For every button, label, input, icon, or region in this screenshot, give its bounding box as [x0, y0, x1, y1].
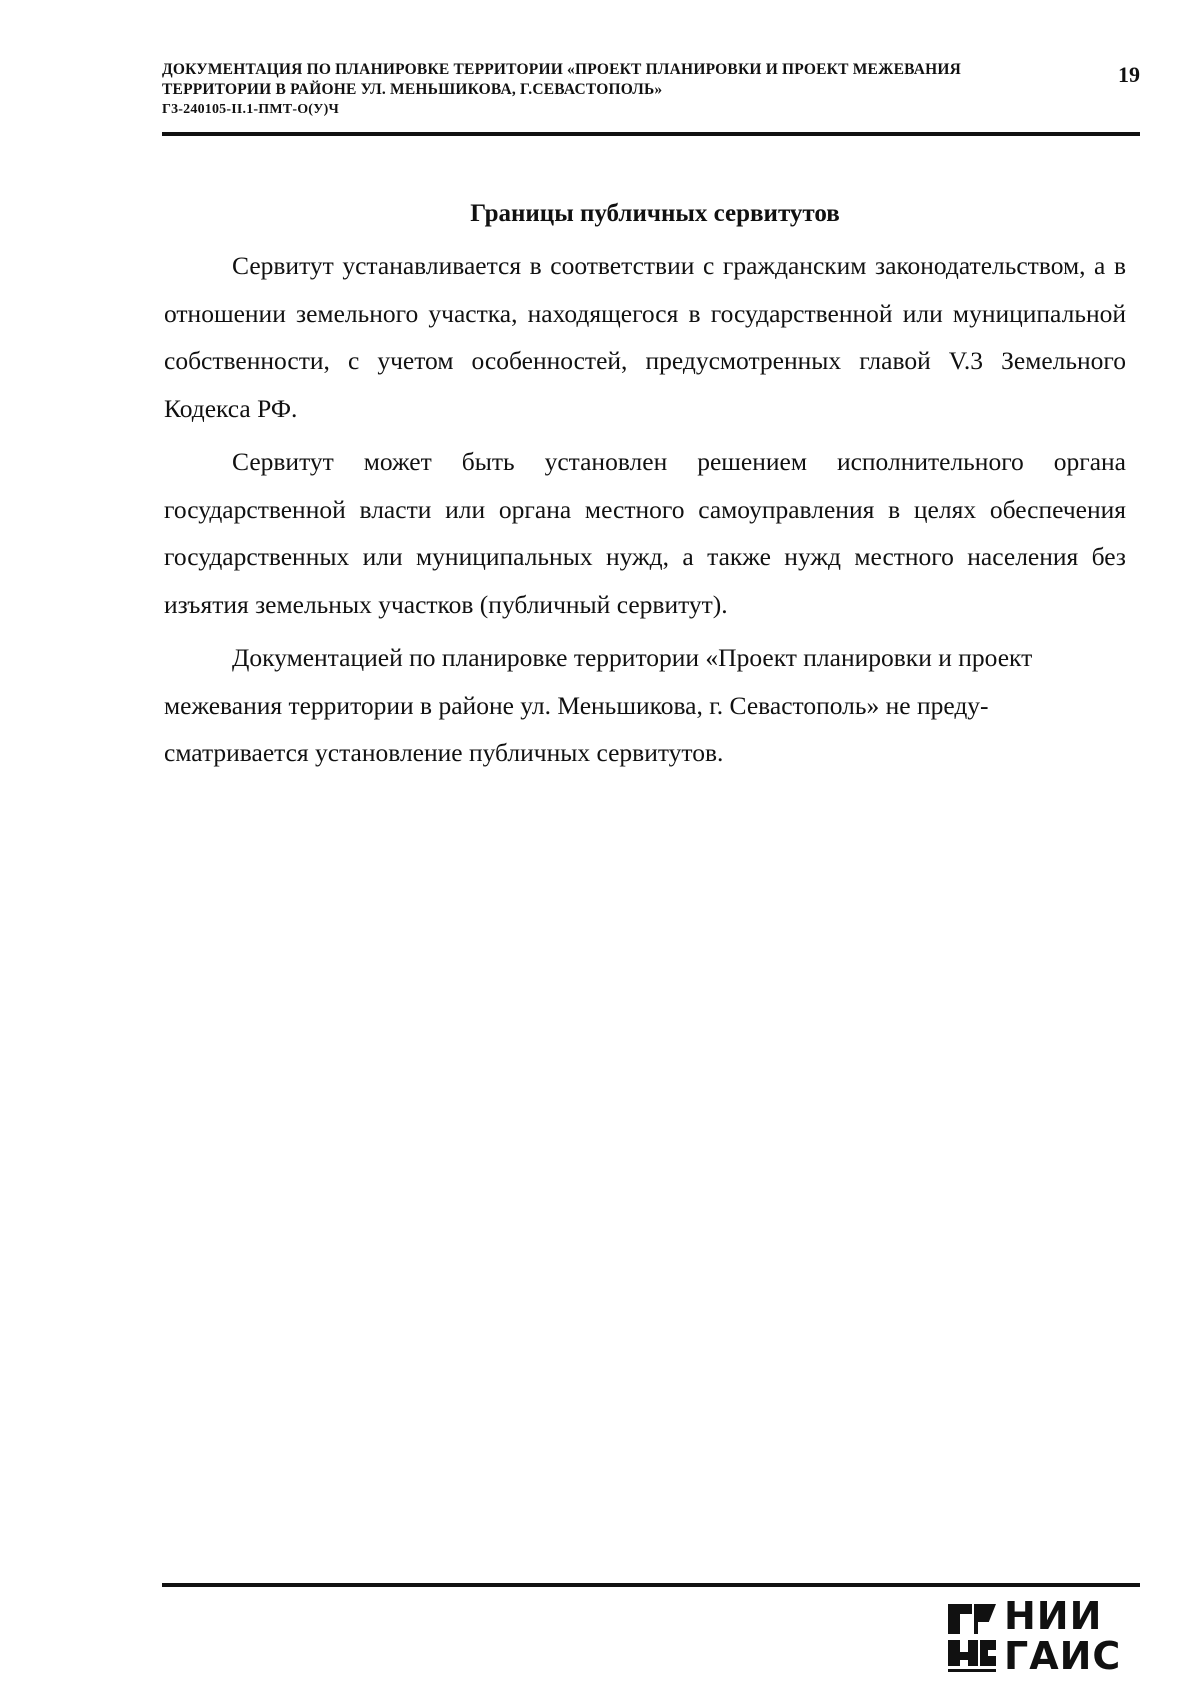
- footer-divider: [162, 1583, 1140, 1587]
- header-divider: [162, 132, 1140, 136]
- gais-logo-mark-icon: [944, 1600, 1000, 1676]
- document-header: [162, 60, 1142, 120]
- logo-text-nii: НИИ: [1004, 1594, 1103, 1638]
- logo-text-gais: ГАИС: [1004, 1634, 1122, 1678]
- header-title-line-2: ТЕРРИТОРИИ В РАЙОНЕ УЛ. МЕНЬШИКОВА, Г.СЕВАСТОПОЛЬ»: [162, 81, 663, 98]
- page-number: 19: [1118, 62, 1140, 87]
- header-title-line-1: ДОКУМЕНТАЦИЯ ПО ПЛАНИРОВКЕ ТЕРРИТОРИИ «ПРОЕКТ ПЛАНИРОВКИ И ПРОЕКТ МЕЖЕВАНИЯ: [162, 61, 962, 78]
- paragraph-public-servitude: Сервитут может быть установлен решением исполнительного органа государственной власти или органа местного самоуправления в целях обеспечения государственных или муниципальных нужд, а также нужд местного населения без изъятия земельных участков (публичный сервитут).: [164, 447, 1126, 619]
- logo-text: [1004, 1596, 1121, 1676]
- page-body: [164, 196, 1126, 783]
- document-code: Г3-240105-II.1-ПМТ-О(У)Ч: [162, 102, 339, 117]
- paragraph-servitude-basis: Сервитут устанавливается в соответствии с гражданским законодательством, а в отношении земельного участка, находящегося в государственной или муниципальной собственности, с учетом особенностей, предусмотренных главой V.3 Земельного Кодекса РФ.: [164, 251, 1126, 423]
- paragraph-project-conclusion: Документацией по планировке территории «Проект планировки и проект межевания территории в районе ул. Меньшикова, г. Севастополь» не преду-сматривается установление публичных сервитутов.: [164, 643, 1033, 767]
- section-title: Границы публичных сервитутов: [470, 200, 840, 227]
- nii-gais-logo: [944, 1596, 1124, 1680]
